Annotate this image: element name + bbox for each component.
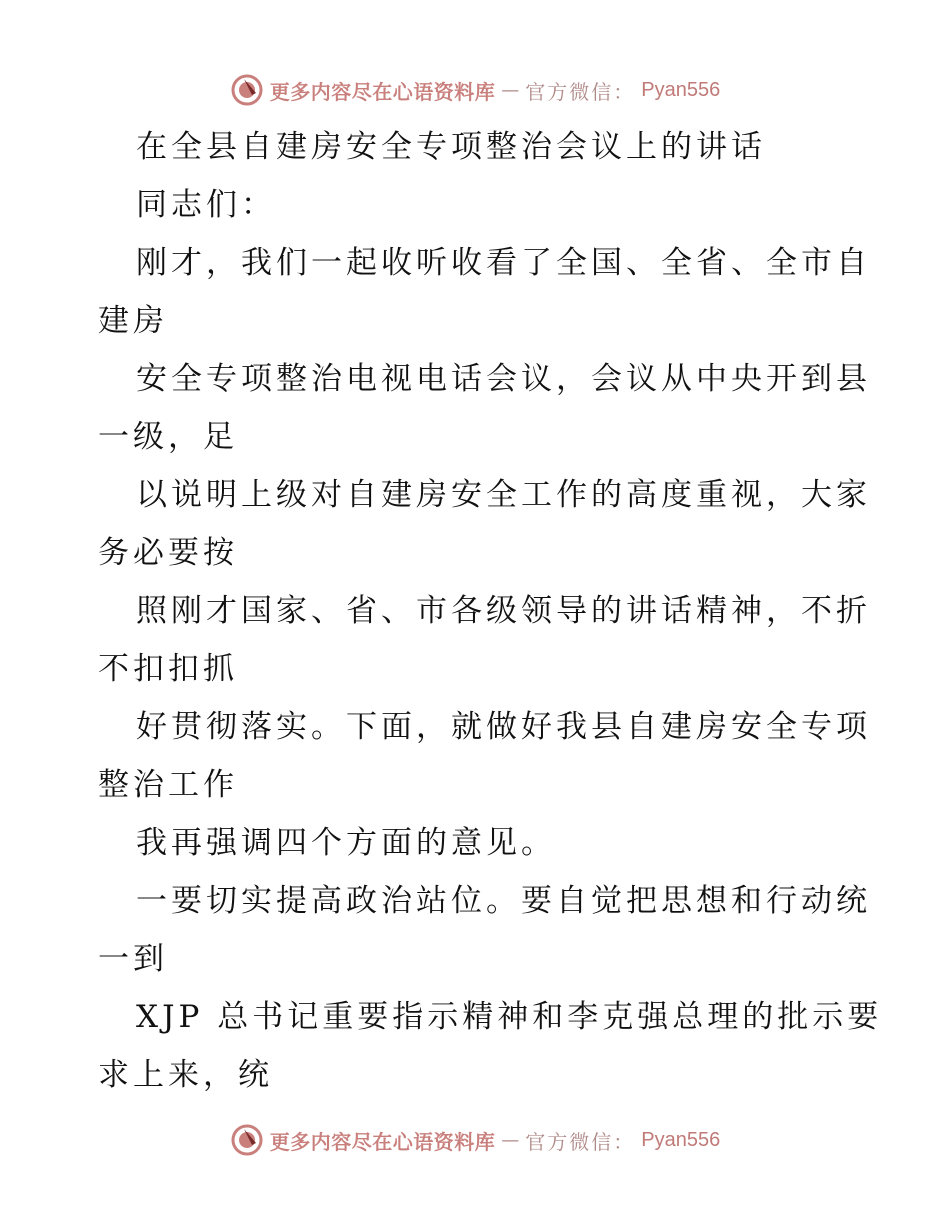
text-line: 务必要按 — [98, 535, 238, 571]
text-line: 我再强调四个方面的意见。 — [136, 825, 556, 861]
watermark-separator: — — [501, 1129, 520, 1151]
text-line: 刚才，我们一起收听收看了全国、全省、全市自 — [136, 245, 871, 281]
logo-icon — [230, 1123, 264, 1157]
text-line: 整治工作 — [98, 767, 238, 803]
text-line: 一要切实提高政治站位。要自觉把思想和行动统 — [136, 883, 871, 919]
watermark-wechat-label: 官方微信： — [525, 79, 636, 104]
text-line: 在全县自建房安全专项整治会议上的讲话 — [136, 129, 766, 165]
watermark-wechat-id: Pyan556 — [641, 78, 721, 101]
text-line: 同志们： — [136, 187, 276, 223]
watermark-wechat-id: Pyan556 — [641, 1128, 721, 1151]
text-line: 照刚才国家、省、市各级领导的讲话精神，不折 — [136, 593, 871, 629]
watermark-site-text: 更多内容尽在心语资料库 — [269, 79, 496, 104]
logo-icon — [230, 73, 264, 107]
watermark-banner-bottom — [0, 1120, 950, 1160]
watermark-site-text: 更多内容尽在心语资料库 — [269, 1129, 496, 1154]
watermark-wechat-label: 官方微信： — [525, 1129, 636, 1154]
text-line: 好贯彻落实。下面，就做好我县自建房安全专项 — [136, 709, 871, 745]
text-line: 以说明上级对自建房安全工作的高度重视，大家 — [136, 477, 871, 513]
watermark-separator: — — [501, 79, 520, 101]
watermark-banner-top — [0, 70, 950, 110]
text-line: 不扣扣抓 — [98, 651, 238, 687]
text-line: 一到 — [98, 941, 168, 977]
document-body — [0, 122, 950, 1108]
text-line: 安全专项整治电视电话会议，会议从中央开到县 — [136, 361, 871, 397]
text-line: 求上来，统 — [98, 1057, 273, 1093]
text-line: 建房 — [98, 303, 168, 339]
text-line: XJP 总书记重要指示精神和李克强总理的批示要 — [136, 999, 883, 1035]
text-line: 一级，足 — [98, 419, 238, 455]
